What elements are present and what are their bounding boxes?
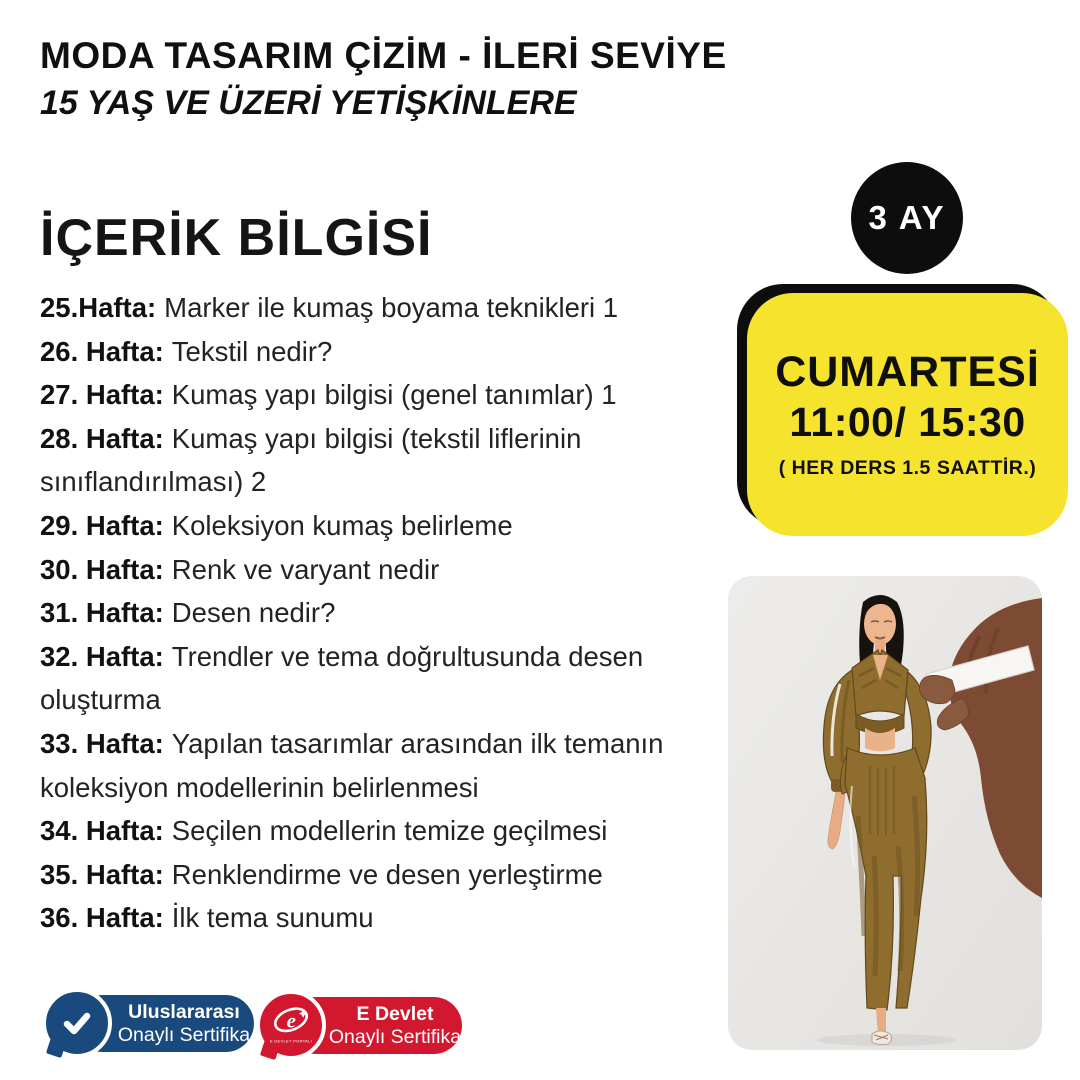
certificate-line2: Onaylı Sertifika bbox=[117, 1023, 251, 1046]
week-text: Yapılan tasarımlar arasından ilk temanın koleksiyon modellerinin belirlenmesi bbox=[40, 727, 664, 803]
week-item bbox=[40, 722, 712, 809]
week-item bbox=[40, 330, 712, 374]
week-label: 29. Hafta: bbox=[40, 509, 164, 541]
certificate-badge-international bbox=[42, 988, 254, 1060]
week-item bbox=[40, 373, 712, 417]
schedule-hours: 11:00/ 15:30 bbox=[789, 399, 1026, 446]
weeks-list bbox=[40, 286, 712, 940]
page-title: MODA TASARIM ÇİZİM - İLERİ SEVİYE bbox=[40, 35, 727, 76]
duration-badge bbox=[851, 162, 963, 274]
page-subtitle: 15 YAŞ VE ÜZERİ YETİŞKİNLERE bbox=[40, 84, 577, 123]
week-label: 36. Hafta: bbox=[40, 902, 164, 934]
week-text: Kumaş yapı bilgisi (tekstil liflerinin sınıflandırılması) 2 bbox=[40, 422, 582, 498]
schedule-day: CUMARTESİ bbox=[775, 347, 1040, 396]
certificate-badge-edevlet bbox=[256, 990, 462, 1062]
week-item bbox=[40, 548, 712, 592]
week-text: Marker ile kumaş boyama teknikleri 1 bbox=[164, 292, 619, 323]
fashion-sketch-illustration bbox=[728, 576, 1042, 1050]
week-item bbox=[40, 809, 712, 853]
week-label: 27. Hafta: bbox=[40, 379, 164, 411]
checkmark-icon bbox=[42, 988, 112, 1058]
week-item bbox=[40, 286, 712, 330]
week-text: Renklendirme ve desen yerleştirme bbox=[171, 858, 603, 890]
week-item bbox=[40, 896, 712, 940]
week-label: 32. Hafta: bbox=[40, 640, 164, 672]
week-item bbox=[40, 504, 712, 548]
week-item bbox=[40, 591, 712, 635]
week-label: 28. Hafta: bbox=[40, 422, 164, 454]
week-label: 25.Hafta: bbox=[40, 292, 157, 323]
week-text: Desen nedir? bbox=[171, 597, 336, 629]
duration-label: 3 AY bbox=[868, 199, 946, 236]
week-label: 33. Hafta: bbox=[40, 727, 164, 759]
week-text: Trendler ve tema doğrultusunda desen oluşturma bbox=[40, 640, 644, 716]
content-heading: İÇERİK BİLGİSİ bbox=[40, 209, 433, 267]
certificate-line1: E Devlet bbox=[356, 1003, 434, 1026]
week-text: İlk tema sunumu bbox=[171, 902, 374, 934]
header bbox=[40, 34, 760, 125]
week-label: 34. Hafta: bbox=[40, 815, 164, 847]
week-item bbox=[40, 417, 712, 504]
week-label: 35. Hafta: bbox=[40, 858, 164, 890]
week-label: 30. Hafta: bbox=[40, 553, 164, 585]
e-devlet-caption: E DEVLET PORTALI bbox=[269, 1038, 313, 1044]
schedule-card bbox=[747, 293, 1068, 536]
week-text: Kumaş yapı bilgisi (genel tanımlar) 1 bbox=[171, 379, 617, 411]
week-label: 26. Hafta: bbox=[40, 335, 164, 367]
certificate-line2: Onaylı Sertifika bbox=[328, 1025, 462, 1048]
schedule-note: ( HER DERS 1.5 SAATTİR.) bbox=[778, 457, 1037, 480]
svg-text:e: e bbox=[286, 1009, 296, 1033]
week-label: 31. Hafta: bbox=[40, 597, 164, 629]
fashion-sketch-photo bbox=[728, 576, 1042, 1050]
week-text: Seçilen modellerin temize geçilmesi bbox=[171, 815, 608, 847]
week-text: Tekstil nedir? bbox=[171, 335, 333, 367]
week-text: Renk ve varyant nedir bbox=[171, 553, 440, 585]
week-text: Koleksiyon kumaş belirleme bbox=[171, 509, 513, 541]
week-item bbox=[40, 853, 712, 897]
certificate-line1: Uluslararası bbox=[128, 1001, 240, 1024]
e-devlet-logo-icon bbox=[256, 990, 326, 1060]
week-item bbox=[40, 635, 712, 722]
